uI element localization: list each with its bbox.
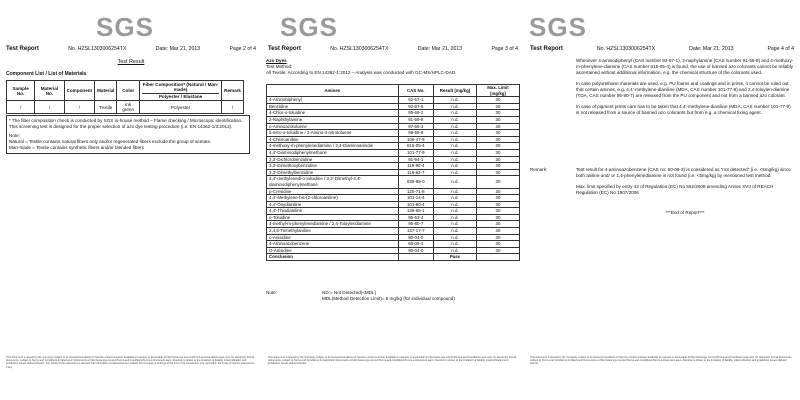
result-value: n.d. [433, 143, 476, 150]
result-value: n.d. [433, 97, 476, 104]
table-row [267, 136, 520, 143]
materials-table [6, 80, 244, 114]
notes-box: * The fiber composition check is conducted by SGS in-house method – Flame checking / Microscopic identification. This screening test is designed for the proper selection of azo dye testing procedure (i.e. EN 14362-1/3:2012). Note: Natural = Textile contains natural fibers only and/or regenerated fibers exclude the group of acetate. Man-made = Textile contains synthetic fibers and/or blended fibers [6, 115, 250, 154]
col-header: Material No. [35, 81, 64, 101]
result-value: n.d. [433, 116, 476, 123]
result-value: n.d. [433, 136, 476, 143]
limit-value: 30 [476, 201, 519, 208]
amine-name: 4,4'-Thiodianiline [267, 208, 399, 215]
table-row [267, 149, 520, 156]
cas-number: 97-56-3 [398, 123, 433, 130]
cas-number: 95-80-7 [398, 221, 433, 228]
page-number: Page 2 of 4 [229, 46, 256, 52]
legal-footer: This document is issued by the Company subject to its General Conditions of Service printed overleaf, available on request or accessible at http://www.sgs.com/en/Terms-and-Conditions.aspx and, for electronic format documents, subject to Terms and Conditions for Electronic Documents at http://www.sgs.com/en/Terms-and-Conditions/Terms-e-Document.aspx. Attention is drawn to the limitation of liability, indemnification and jurisdiction issues defined therein. [530, 356, 793, 366]
result-value: n.d. [433, 201, 476, 208]
remark-label: Remark: [530, 167, 548, 172]
result-value: n.d. [433, 163, 476, 170]
amine-name: 2-Naphthylamine [267, 116, 399, 123]
report-title: Test Report [6, 46, 39, 52]
report-page-2 [0, 0, 262, 400]
limit-value: 30 [476, 103, 519, 110]
report-number: No. HZSL1303006254TX [596, 46, 656, 52]
cas-number: 615-05-4 [398, 143, 433, 150]
amine-name: 4-Aminobiphenyl [267, 97, 399, 104]
amine-name: 4-Chloroaniline [267, 136, 399, 143]
azo-dyes-table [266, 84, 520, 261]
col-header: Color [117, 81, 140, 101]
limit-value: 30 [476, 188, 519, 195]
amine-name: 3,3'-Dimethylbenzidine [267, 169, 399, 176]
sgs-logo: SGS [280, 12, 338, 42]
limit-value: 30 [476, 116, 519, 123]
result-value: n.d. [433, 208, 476, 215]
amine-name: 2,4,5-Trimethylaniline [267, 228, 399, 235]
table-row [267, 103, 520, 110]
result-value: n.d. [433, 110, 476, 117]
table-row [267, 156, 520, 163]
cas-number: 119-90-4 [398, 163, 433, 170]
limit-value: 30 [476, 143, 519, 150]
result-value: n.d. [433, 156, 476, 163]
page-header [268, 46, 518, 52]
table-row [267, 110, 520, 117]
page-header [530, 46, 794, 52]
amine-name: Benzidine [267, 103, 399, 110]
table-row [267, 123, 520, 130]
legal-footer: This document is issued by the Company subject to its General Conditions of Service printed overleaf, available on request or accessible at http://www.sgs.com/en/Terms-and-Conditions.aspx and, for electronic format documents, subject to Terms and Conditions for Electronic Documents at http://www.sgs.com/en/Terms-and-Conditions/Terms-e-Document.aspx. Attention is drawn to the limitation of liability, indemnification and jurisdiction issues defined therein. Any holder of this document is advised that information contained hereon reflects the Company's findings at the time of its intervention only and within the limits of Client's instructions, if any. [6, 356, 255, 369]
section-title: Test Result [117, 59, 145, 65]
cas-number: 60-09-3 [398, 241, 433, 248]
cas-number: 101-14-4 [398, 195, 433, 202]
method-block: Azo Dyes Test Method: All Textile: According to EN 14362-1:2012 – Analysis was conducted with GC-MS/HPLC-DAD. [266, 58, 457, 75]
limit-value: 30 [476, 241, 519, 248]
table-row [267, 116, 520, 123]
result-value: n.d. [433, 228, 476, 235]
amine-name: 4,4'-methylenedi-o-toluidine / 3,3'-Dimethyl-4,4'-diaminodiphenylmethane [267, 176, 399, 188]
amine-name: 3,3'-Dimethoxybenzidine [267, 163, 399, 170]
table-row [267, 97, 520, 104]
amine-name: 4-Aminoazobenzene [267, 241, 399, 248]
remarks: Test result for 4-aminoazobenzene (CAS no: 60-09-3) is considered as "not detected" (i.e. <5mg/kg) since both aniline and/ or 1,4-phenylenediamine is not found (i.e. <5mg/kg) by mentioned test method. Max. limit specified by entry 43 of Regulation (EC) No 552/2009 amending Annex XVII of REACH Regulation (EC) No 1907/2006 [576, 167, 791, 195]
amine-name: 4,4'-Oxydianiline [267, 201, 399, 208]
limit-value: 30 [476, 156, 519, 163]
limit-value: 30 [476, 221, 519, 228]
limit-value: 30 [476, 110, 519, 117]
cas-number: 90-04-0 [398, 247, 433, 254]
cas-number: 92-67-1 [398, 97, 433, 104]
table-row: / / / Textile ink green Polyester / [7, 101, 244, 114]
limit-value: 30 [476, 149, 519, 156]
table-row [267, 169, 520, 176]
cas-number: 91-59-8 [398, 116, 433, 123]
notes: ND = Not Detected(<MDL) MDL(Method Detection Limit)= 5 mg/kg (for individual compound) [322, 290, 455, 301]
amine-name: 4,4'-Diaminodiphenylmethane [267, 149, 399, 156]
limit-value: 30 [476, 176, 519, 188]
table-row [267, 143, 520, 150]
report-date: Date: Mar 21, 2013 [689, 46, 734, 52]
limit-value: 30 [476, 195, 519, 202]
amine-name: 4,4'-Methylene-bis-(2-chloroaniline) [267, 195, 399, 202]
page-header [6, 46, 256, 52]
cas-number: 120-71-8 [398, 188, 433, 195]
body-text [576, 58, 794, 121]
result-value: n.d. [433, 169, 476, 176]
limit-value: 30 [476, 234, 519, 241]
result-value: n.d. [433, 103, 476, 110]
limit-value: 30 [476, 163, 519, 170]
col-header: CAS No. [398, 85, 433, 97]
amine-name: 4-methoxy-m-phenylenediamine / 2,4-Diaminoanisole [267, 143, 399, 150]
table-row [267, 201, 520, 208]
result-value: n.d. [433, 241, 476, 248]
col-header: Component [64, 81, 95, 101]
cas-number: 95-53-4 [398, 214, 433, 221]
result-value: n.d. [433, 188, 476, 195]
sgs-logo: SGS [96, 12, 154, 42]
col-header: Remark [222, 81, 244, 101]
result-value: n.d. [433, 214, 476, 221]
table-row [267, 234, 520, 241]
report-title: Test Report [268, 46, 301, 52]
cas-number: 119-93-7 [398, 169, 433, 176]
conclusion-value: Pass [433, 254, 476, 261]
cas-number: 106-47-8 [398, 136, 433, 143]
conclusion-label: Conclusion [267, 254, 399, 261]
end-of-report: ***End of Report*** [665, 210, 705, 215]
amine-name: 3,3'-Dichlorobenzidine [267, 156, 399, 163]
subsection-title: Component List / List of Materials [6, 71, 87, 77]
limit-value: 30 [476, 97, 519, 104]
limit-value: 30 [476, 214, 519, 221]
paragraph: In case of pigment prints care has to be taken that 4,4'-methylene-dianiline (MDA, CAS number 101-77-9) is not released from a source of banned azo colorants but from e.g. a chemical fixing agent. [576, 104, 791, 115]
report-number: No. HZSL1303006254TX [68, 46, 127, 52]
note-label: Note: [266, 290, 277, 295]
report-title: Test Report [530, 46, 563, 52]
amine-name: p-Cresidine [267, 188, 399, 195]
cas-number: 90-04-0 [398, 234, 433, 241]
cas-number: 92-87-5 [398, 103, 433, 110]
amine-name: O-Anisidine [267, 247, 399, 254]
cas-number: 99-55-8 [398, 130, 433, 137]
cas-number: 137-17-7 [398, 228, 433, 235]
table-row [267, 195, 520, 202]
limit-value: 30 [476, 247, 519, 254]
table-row [267, 247, 520, 254]
page-number: Page 3 of 4 [491, 46, 518, 52]
table-row [267, 130, 520, 137]
result-value: n.d. [433, 234, 476, 241]
table-row [267, 188, 520, 195]
limit-value: 30 [476, 169, 519, 176]
report-number: No. HZSL1303006254TX [330, 46, 389, 52]
amine-name: 4-methyl-m-phenylenediamine / 2,4-Toluylendiamine [267, 221, 399, 228]
legal-footer: This document is issued by the Company subject to its General Conditions of Service printed overleaf, available on request or accessible at http://www.sgs.com/en/Terms-and-Conditions.aspx and, for electronic format documents, subject to Terms and Conditions for Electronic Documents at http://www.sgs.com/en/Terms-and-Conditions/Terms-e-Document.aspx. Attention is drawn to the limitation of liability, indemnification and jurisdiction issues defined therein. [268, 356, 517, 366]
table-row [267, 163, 520, 170]
table-row [267, 176, 520, 188]
paragraph: In case polyurethane materials are used, e.g. PU foams and coatings and in prints, it cannot be ruled out that certain amines, e.g. 4,4'-methylene-dianiline (MDA, CAS number 101-77-9) and 2,4-toluylen-diamine (TDA, CAS number 95-80-7) are released from the PU component and not from a banned azo colorant. [576, 81, 790, 98]
report-date: Date: Mar 21, 2013 [417, 46, 463, 52]
cas-number: 101-80-4 [398, 201, 433, 208]
col-header: Max. Limit (mg/kg) [476, 85, 519, 97]
table-row [267, 228, 520, 235]
paragraph: Whenever 4-aminodiphenyl (CAS number 92-67-1), 2-naphylamine (CAS number 91-59-8) and 4-methoxy-m-phenylene-diamine (CAS number 615-05-4) is found, the use of banned azo colorants cannot be reliably ascertained without additional information, e.g. the chemical structure of the colorants used. [576, 58, 794, 75]
limit-value: 30 [476, 208, 519, 215]
col-header: Sample No. [7, 81, 35, 101]
limit-value: 30 [476, 228, 519, 235]
col-header: Material [95, 81, 117, 101]
page-number: Page 4 of 4 [767, 46, 794, 52]
table-row [267, 214, 520, 221]
report-date: Date: Mar 21, 2013 [155, 46, 201, 52]
table-row [267, 241, 520, 248]
result-value: n.d. [433, 247, 476, 254]
amine-name: o-Anisidine [267, 234, 399, 241]
cas-number: 101-77-9 [398, 149, 433, 156]
report-page-4 [524, 0, 800, 400]
limit-value: 30 [476, 130, 519, 137]
limit-value: 30 [476, 136, 519, 143]
report-page-3 [262, 0, 524, 400]
result-value: n.d. [433, 221, 476, 228]
sgs-logo: SGS [529, 12, 587, 42]
col-header: Result (mg/kg) [433, 85, 476, 97]
limit-value: 30 [476, 123, 519, 130]
cas-number: 838-88-0 [398, 176, 433, 188]
table-row [267, 208, 520, 215]
result-value: n.d. [433, 130, 476, 137]
amine-name: o-Toluidine [267, 214, 399, 221]
amine-name: 5-nitro-o-toluidine / 2-Amino-4-nitrotoluene [267, 130, 399, 137]
cas-number: 91-94-1 [398, 156, 433, 163]
result-value: n.d. [433, 195, 476, 202]
result-value: n.d. [433, 149, 476, 156]
col-header: Fiber Composition* (Natural / Man-made) Polyester / Elastane [139, 81, 221, 101]
section-title: Azo Dyes [266, 58, 287, 63]
result-value: n.d. [433, 123, 476, 130]
result-value: n.d. [433, 176, 476, 188]
cas-number: 95-69-2 [398, 110, 433, 117]
amine-name: 4-Chlor-o-toluidine [267, 110, 399, 117]
col-header: Amines [267, 85, 399, 97]
table-row [267, 221, 520, 228]
amine-name: o-Aminoazotoluene [267, 123, 399, 130]
cas-number: 139-65-1 [398, 208, 433, 215]
